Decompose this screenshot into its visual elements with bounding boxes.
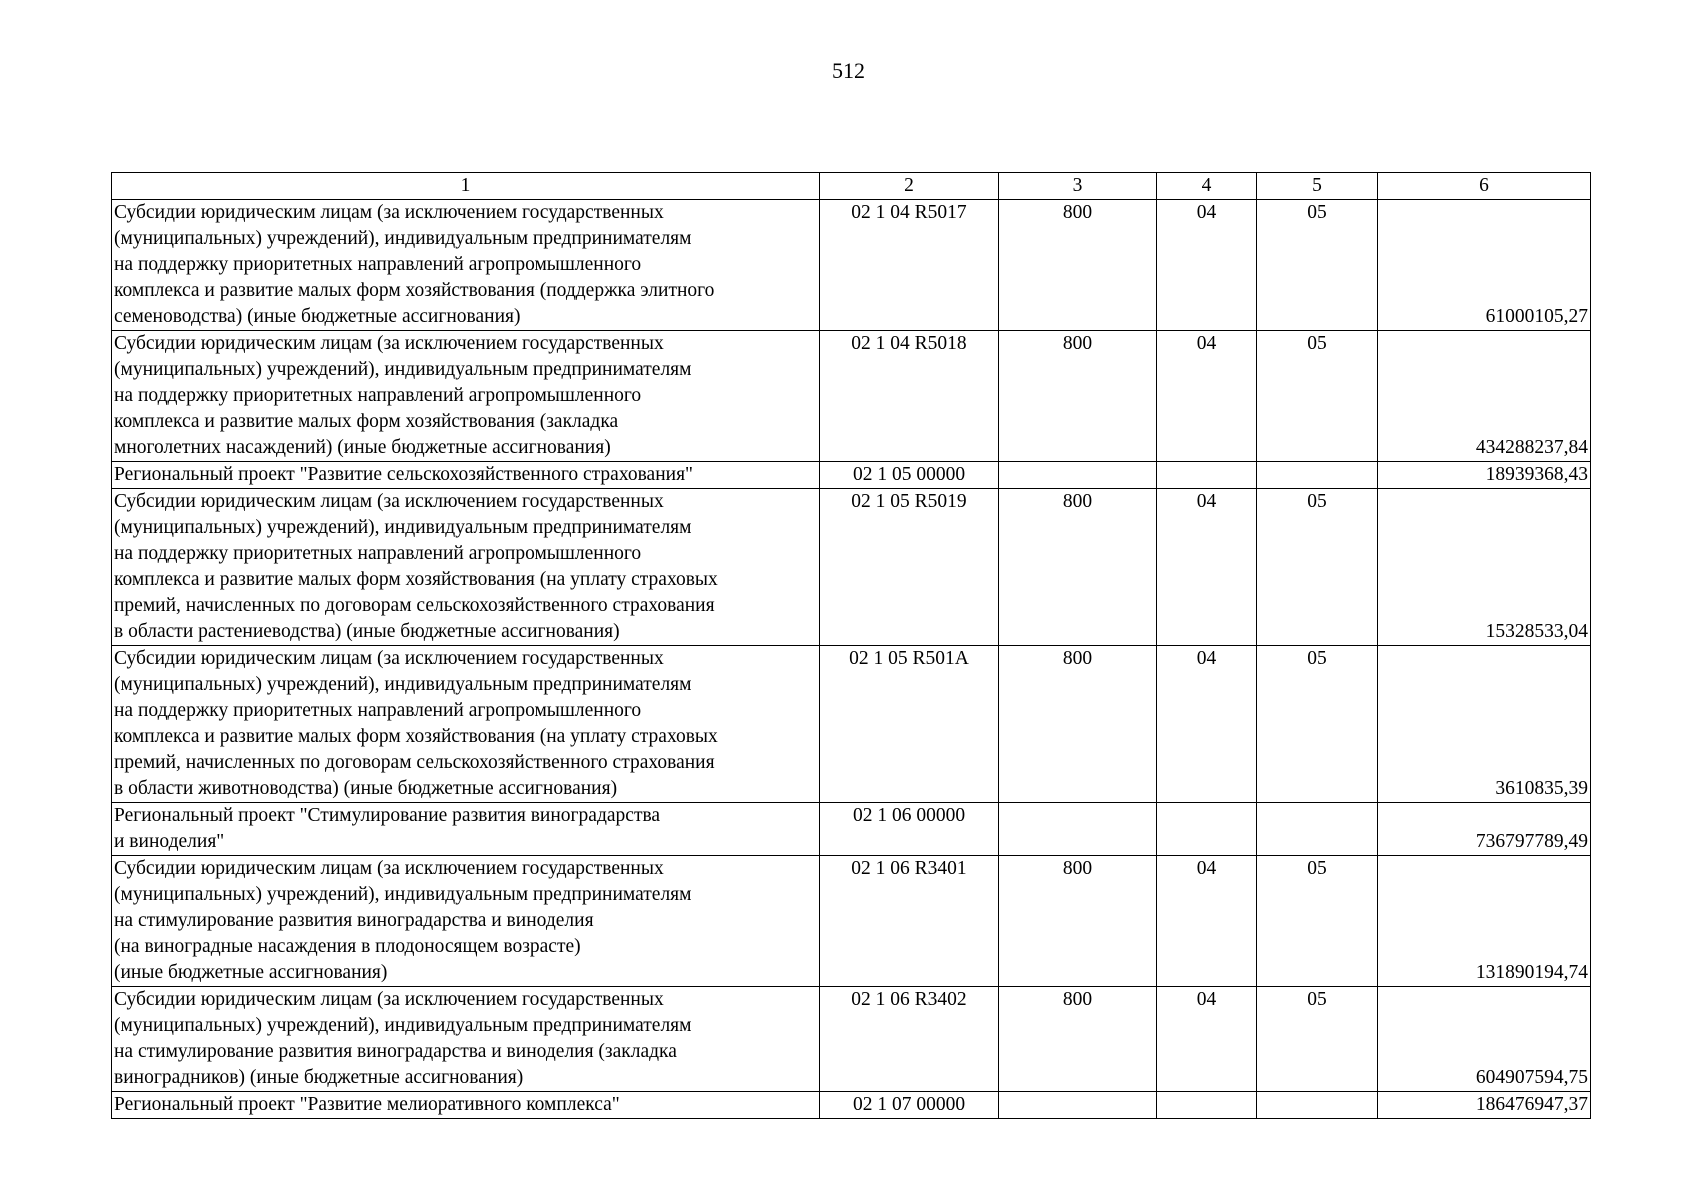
row-amount: 131890194,74 — [1378, 856, 1591, 987]
table-row — [112, 489, 1591, 646]
row-description: Региональный проект "Развитие сельскохозяйственного страхования" — [112, 462, 820, 489]
row-subsection — [1257, 462, 1378, 489]
row-expense-type: 800 — [999, 856, 1157, 987]
row-target-code: 02 1 05 R5019 — [820, 489, 999, 646]
row-section: 04 — [1157, 489, 1257, 646]
row-subsection: 05 — [1257, 987, 1378, 1092]
row-target-code: 02 1 06 R3402 — [820, 987, 999, 1092]
row-section: 04 — [1157, 200, 1257, 331]
row-subsection: 05 — [1257, 489, 1378, 646]
row-expense-type: 800 — [999, 200, 1157, 331]
table-row — [112, 200, 1591, 331]
column-header: 6 — [1378, 173, 1591, 200]
row-section — [1157, 803, 1257, 856]
row-amount: 3610835,39 — [1378, 646, 1591, 803]
row-description: Региональный проект "Стимулирование развития виноградарства и виноделия" — [112, 803, 820, 856]
row-subsection: 05 — [1257, 331, 1378, 462]
table-header-row — [112, 173, 1591, 200]
row-section: 04 — [1157, 331, 1257, 462]
row-target-code: 02 1 05 00000 — [820, 462, 999, 489]
row-section — [1157, 1092, 1257, 1119]
row-description: Субсидии юридическим лицам (за исключением государственных (муниципальных) учреждений), индивидуальным предпринимателям на стимулирование развития виноградарства и виноделия (закладка виноградников) (иные бюджетные ассигнования) — [112, 987, 820, 1092]
table-row — [112, 1092, 1591, 1119]
row-section: 04 — [1157, 987, 1257, 1092]
row-expense-type — [999, 803, 1157, 856]
row-description: Субсидии юридическим лицам (за исключением государственных (муниципальных) учреждений), индивидуальным предпринимателям на поддержку приоритетных направлений агропромышленного комплекса и развитие малых форм хозяйствования (закладка многолетних насаждений) (иные бюджетные ассигнования) — [112, 331, 820, 462]
row-expense-type: 800 — [999, 489, 1157, 646]
row-target-code: 02 1 04 R5017 — [820, 200, 999, 331]
row-description: Региональный проект "Развитие мелиоративного комплекса" — [112, 1092, 820, 1119]
row-description: Субсидии юридическим лицам (за исключением государственных (муниципальных) учреждений), индивидуальным предпринимателям на стимулирование развития виноградарства и виноделия (на виноградные насаждения в плодоносящем возрасте) (иные бюджетные ассигнования) — [112, 856, 820, 987]
row-section: 04 — [1157, 646, 1257, 803]
row-section: 04 — [1157, 856, 1257, 987]
row-target-code: 02 1 06 R3401 — [820, 856, 999, 987]
table-row — [112, 987, 1591, 1092]
row-expense-type — [999, 1092, 1157, 1119]
row-target-code: 02 1 07 00000 — [820, 1092, 999, 1119]
row-subsection: 05 — [1257, 646, 1378, 803]
row-subsection: 05 — [1257, 200, 1378, 331]
column-header: 2 — [820, 173, 999, 200]
budget-table — [111, 172, 1591, 1119]
table-row — [112, 462, 1591, 489]
row-expense-type — [999, 462, 1157, 489]
row-description: Субсидии юридическим лицам (за исключением государственных (муниципальных) учреждений), индивидуальным предпринимателям на поддержку приоритетных направлений агропромышленного комплекса и развитие малых форм хозяйствования (на уплату страховых премий, начисленных по договорам сельскохозяйственного страхования в области животноводства) (иные бюджетные ассигнования) — [112, 646, 820, 803]
row-subsection — [1257, 803, 1378, 856]
row-section — [1157, 462, 1257, 489]
page-number: 512 — [832, 58, 865, 83]
column-header: 1 — [112, 173, 820, 200]
row-expense-type: 800 — [999, 987, 1157, 1092]
row-description: Субсидии юридическим лицам (за исключением государственных (муниципальных) учреждений), индивидуальным предпринимателям на поддержку приоритетных направлений агропромышленного комплекса и развитие малых форм хозяйствования (поддержка элитного семеноводства) (иные бюджетные ассигнования) — [112, 200, 820, 331]
row-amount: 18939368,43 — [1378, 462, 1591, 489]
table-row — [112, 803, 1591, 856]
row-expense-type: 800 — [999, 331, 1157, 462]
row-expense-type: 800 — [999, 646, 1157, 803]
row-amount: 736797789,49 — [1378, 803, 1591, 856]
column-header: 3 — [999, 173, 1157, 200]
row-amount: 604907594,75 — [1378, 987, 1591, 1092]
column-header: 5 — [1257, 173, 1378, 200]
row-amount: 434288237,84 — [1378, 331, 1591, 462]
row-target-code: 02 1 04 R5018 — [820, 331, 999, 462]
table-row — [112, 331, 1591, 462]
row-target-code: 02 1 05 R501A — [820, 646, 999, 803]
table-row — [112, 856, 1591, 987]
row-amount: 15328533,04 — [1378, 489, 1591, 646]
column-header: 4 — [1157, 173, 1257, 200]
row-subsection: 05 — [1257, 856, 1378, 987]
row-description: Субсидии юридическим лицам (за исключением государственных (муниципальных) учреждений), индивидуальным предпринимателям на поддержку приоритетных направлений агропромышленного комплекса и развитие малых форм хозяйствования (на уплату страховых премий, начисленных по договорам сельскохозяйственного страхования в области растениеводства) (иные бюджетные ассигнования) — [112, 489, 820, 646]
row-amount: 186476947,37 — [1378, 1092, 1591, 1119]
row-amount: 61000105,27 — [1378, 200, 1591, 331]
table-row — [112, 646, 1591, 803]
row-target-code: 02 1 06 00000 — [820, 803, 999, 856]
row-subsection — [1257, 1092, 1378, 1119]
